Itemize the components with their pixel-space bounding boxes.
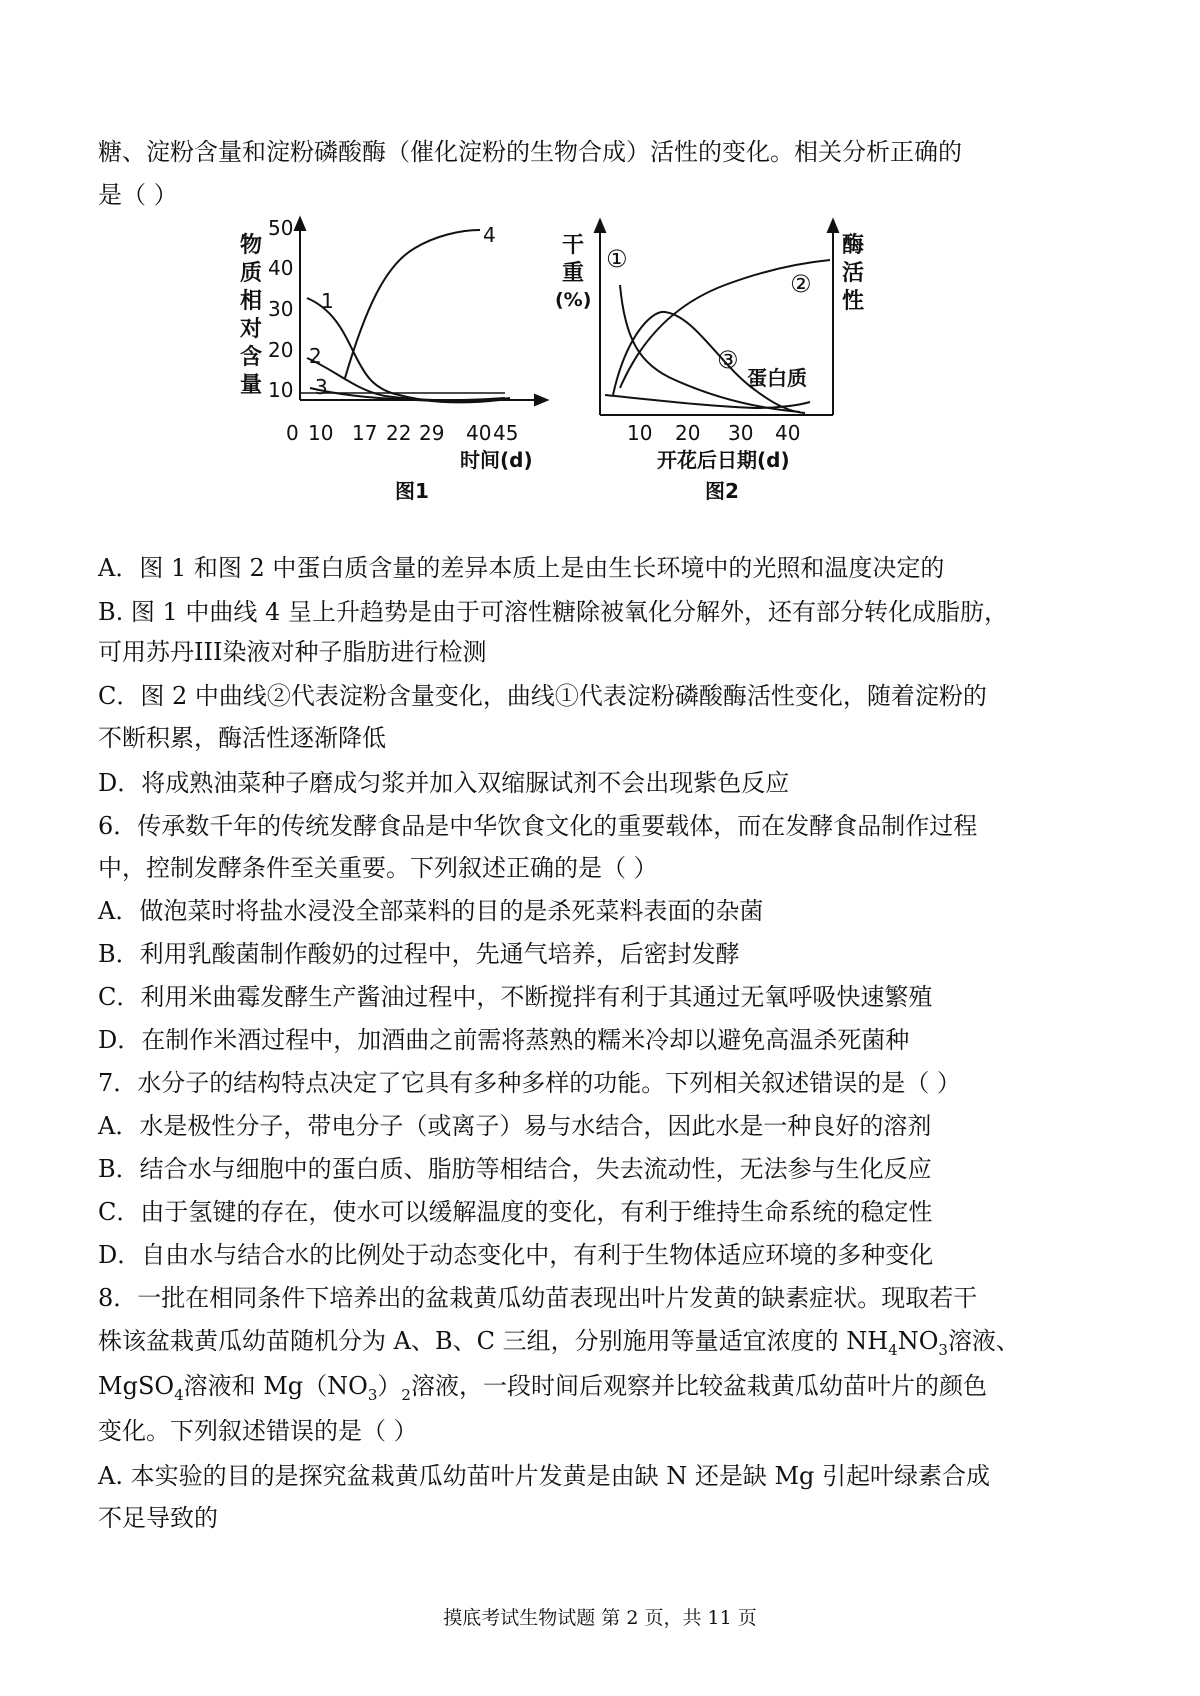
q8-stem-line4: 变化。下列叙述错误的是（ ） [98,1417,418,1445]
fig1-xtick: 22 [386,421,412,445]
fig1-curve-4 [345,230,480,378]
q8-subscript: 3 [938,1340,948,1359]
fig2-caption: 图2 [705,479,739,503]
fig2-left-label-char: 重 [562,261,585,286]
intro-line-2: 是（ ） [98,181,178,209]
q6-option-d: D．在制作米酒过程中，加酒曲之前需将蒸熟的糯米冷却以避免高温杀死菌种 [98,1026,910,1054]
fig2-curve-label-2: ② [790,270,812,298]
fig2-protein-label: 蛋白质 [747,366,807,390]
q5-option-b-line2: 可用苏丹III染液对种子脂肪进行检测 [98,638,487,666]
fig1-ylabel-char: 量 [240,373,263,398]
q5-option-c-line1: C．图 2 中曲线②代表淀粉含量变化，曲线①代表淀粉磷酸酶活性变化，随着淀粉的 [98,682,987,710]
fig1-y-arrow [295,218,305,230]
fig2-xtick: 40 [775,421,801,445]
q5-option-b-line1: B. 图 1 中曲线 4 呈上升趋势是由于可溶性糖除被氧化分解外，还有部分转化成脂肪， [98,598,1008,626]
page-footer: 摸底考试生物试题 第 2 页，共 11 页 [443,1607,757,1629]
fig2-text [555,232,864,503]
fig1-ylabel-char: 含 [240,345,263,370]
q5-option-a: A．图 1 和图 2 中蛋白质含量的差异本质上是由生长环境中的光照和温度决定的 [98,554,945,582]
q8-subscript: 4 [888,1340,898,1359]
fig1-ytick-10: 10 [268,378,294,402]
q8-stem-line2-text: 株该盆栽黄瓜幼苗随机分为 A、B、C 三组，分别施用等量适宜浓度的 NH [98,1327,889,1355]
q7-option-d: D．自由水与结合水的比例处于动态变化中，有利于生物体适应环境的多种变化 [98,1241,934,1269]
fig2-left-label-unit: (%) [555,289,592,311]
q6-option-a: A．做泡菜时将盐水浸没全部菜料的目的是杀死菜料表面的杂菌 [98,897,764,925]
fig1-curve-1 [307,298,500,402]
q8-stem-line2 [98,1326,1020,1359]
q8-stem-line3-text: ） [377,1372,402,1400]
fig1-xtick: 45 [493,421,519,445]
q7-option-c: C．由于氢键的存在，使水可以缓解温度的变化，有利于维持生命系统的稳定性 [98,1198,933,1226]
fig2-curve-label-3: ③ [717,346,739,374]
fig1-xlabel: 时间(d) [460,448,533,472]
fig1-ylabel-char: 对 [240,317,263,342]
fig2-xtick: 20 [675,421,701,445]
fig1-curve-label-3: 3 [315,375,328,399]
fig1-ytick-30: 30 [268,297,294,321]
fig2-xtick: 10 [627,421,653,445]
q8-stem-line2-text: NO [897,1327,939,1355]
fig1-text [240,216,533,503]
q8-stem-line1: 8．一批在相同条件下培养出的盆栽黄瓜幼苗表现出叶片发黄的缺素症状。现取若干 [98,1284,978,1312]
fig2-left-label-char: 干 [562,233,585,258]
fig1-ytick-50: 50 [268,216,294,240]
fig1-curve-label-4: 4 [483,223,496,247]
q8-stem-line3 [98,1371,987,1404]
q8-stem-line3-text: 溶液和 Mg（NO [183,1372,368,1400]
q8-option-a-line2: 不足导致的 [98,1504,218,1532]
fig1-ytick-20: 20 [268,338,294,362]
intro-line-1: 糖、淀粉含量和淀粉磷酸酶（催化淀粉的生物合成）活性的变化。相关分析正确的 [98,138,962,166]
q8-subscript: 3 [367,1385,378,1404]
fig2-left-arrow [595,220,605,232]
fig1-curve-label-1: 1 [321,289,334,313]
fig1-ylabel-char: 质 [240,261,263,286]
fig2-xtick: 30 [728,421,754,445]
q8-stem-line3-text: 溶液，一段时间后观察并比较盆栽黄瓜幼苗叶片的颜色 [410,1372,987,1400]
fig2-right-label-char: 酶 [842,233,865,258]
fig2-right-arrow [828,220,838,232]
q7-option-b: B．结合水与细胞中的蛋白质、脂肪等相结合，失去流动性，无法参与生化反应 [98,1155,932,1183]
fig1-xtick: 40 [466,421,492,445]
fig2-curve-1 [620,285,800,412]
q8-subscript: 4 [174,1385,184,1404]
fig1-ylabel-char: 物 [240,233,263,258]
fig2-right-label-char: 性 [842,289,865,314]
q5-option-c-line2: 不断积累，酶活性逐渐降低 [98,724,386,752]
q6-stem-line1: 6．传承数千年的传统发酵食品是中华饮食文化的重要载体，而在发酵食品制作过程 [98,812,978,840]
q8-subscript: 2 [401,1385,411,1404]
fig2-xlabel: 开花后日期(d) [657,448,790,472]
fig1-caption: 图1 [395,479,429,503]
q7-stem: 7．水分子的结构特点决定了它具有多种多样的功能。下列相关叙述错误的是（ ） [98,1069,961,1097]
fig1-xtick: 17 [352,421,378,445]
fig2-right-label-char: 活 [842,261,865,286]
fig1-x-arrow [535,395,547,405]
q8-stem-line2-text: 溶液、 [947,1327,1020,1355]
q7-option-a: A．水是极性分子，带电分子（或离子）易与水结合，因此水是一种良好的溶剂 [98,1112,932,1140]
fig2-curve-label-1: ① [606,245,628,273]
q8-stem-line3-text: MgSO [98,1372,175,1400]
figure-svg [240,216,955,540]
q5-option-d: D．将成熟油菜种子磨成匀浆并加入双缩脲试剂不会出现紫色反应 [98,769,790,797]
fig1-xtick: 0 [286,421,299,445]
q6-option-c: C．利用米曲霉发酵生产酱油过程中，不断搅拌有利于其通过无氧呼吸快速繁殖 [98,983,933,1011]
fig1-curve-label-2: 2 [309,344,322,368]
fig1-ylabel-char: 相 [240,289,263,314]
q6-stem-line2: 中，控制发酵条件至关重要。下列叙述正确的是（ ） [98,854,658,882]
fig1-xtick: 29 [419,421,445,445]
fig1-ytick-40: 40 [268,256,294,280]
q6-option-b: B．利用乳酸菌制作酸奶的过程中，先通气培养，后密封发酵 [98,940,740,968]
figures [240,216,955,540]
fig1-xtick: 10 [308,421,334,445]
q8-option-a-line1: A. 本实验的目的是探究盆栽黄瓜幼苗叶片发黄是由缺 N 还是缺 Mg 引起叶绿素合成 [98,1462,991,1490]
